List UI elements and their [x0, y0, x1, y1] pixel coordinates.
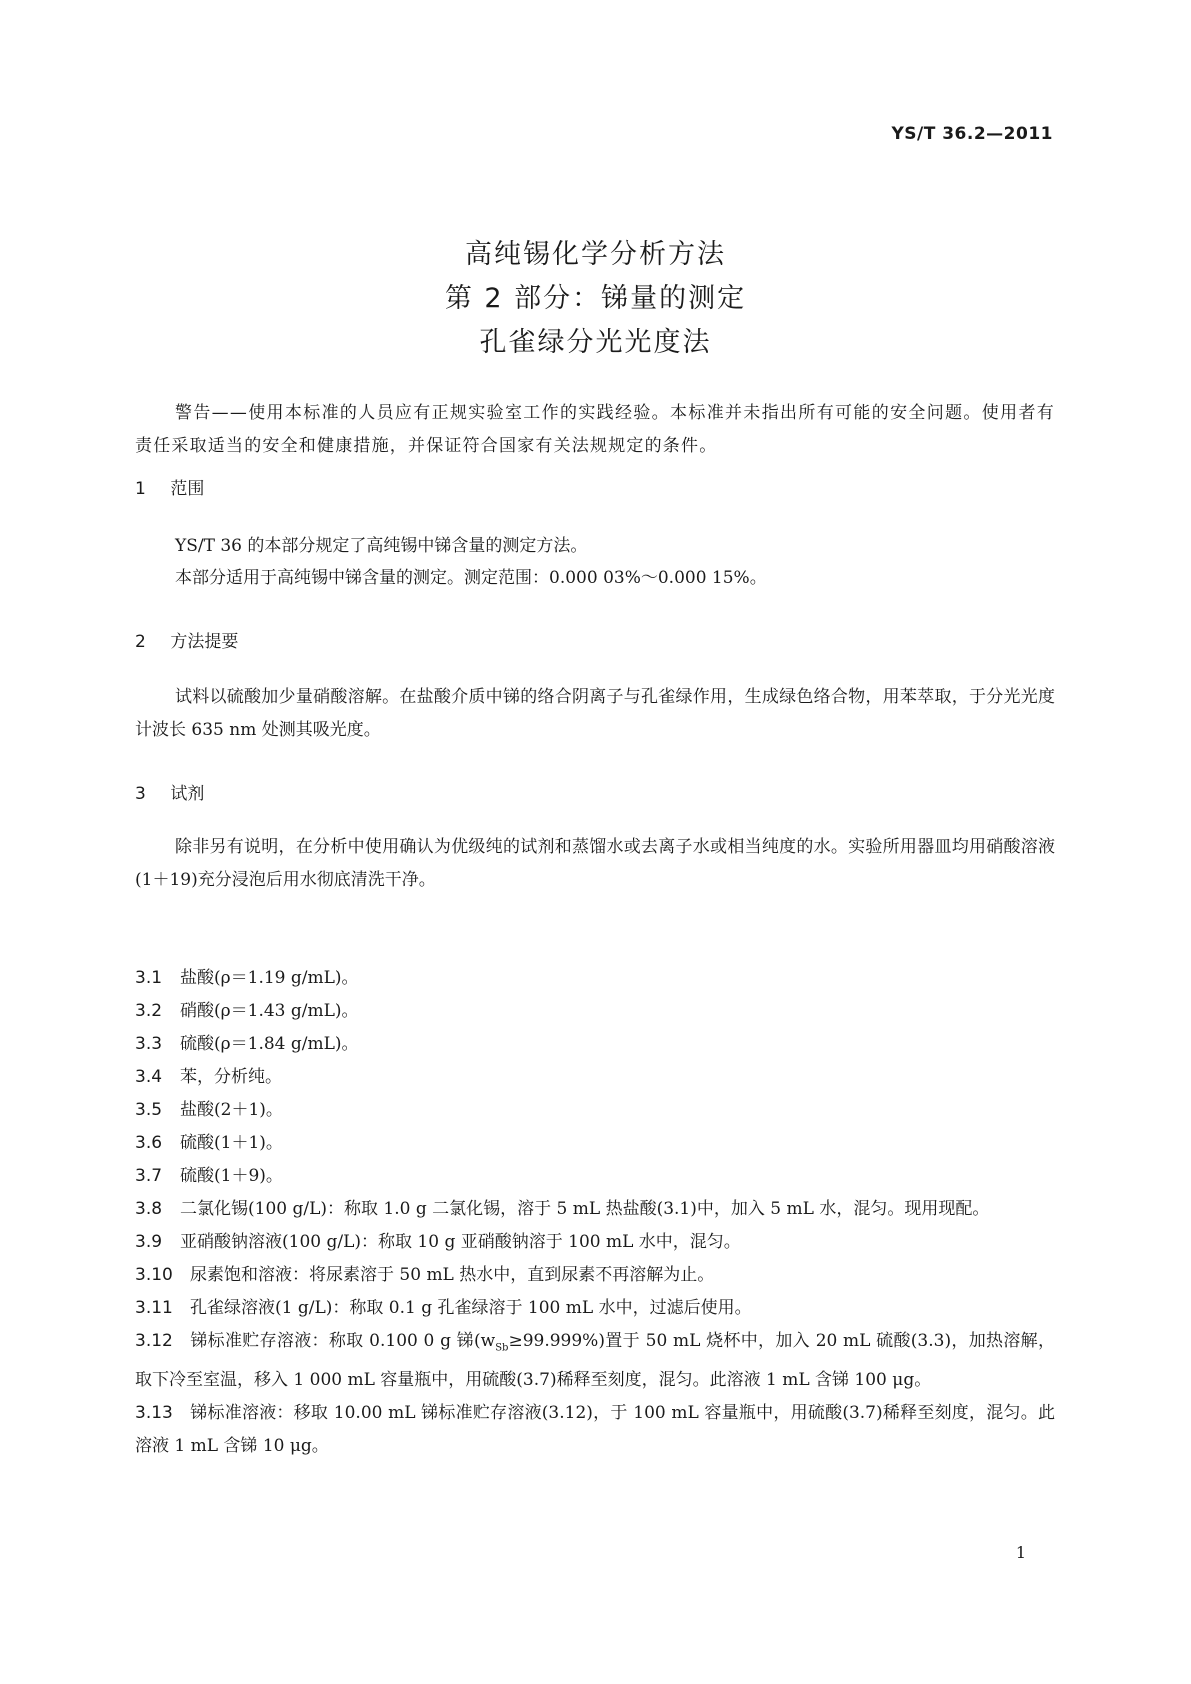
- reagents-intro: 除非另有说明，在分析中使用确认为优级纯的试剂和蒸馏水或去离子水或相当纯度的水。实验所用器皿均用硝酸溶液(1＋19)充分浸泡后用水彻底清洗干净。: [135, 837, 1055, 890]
- section-title: 范围: [170, 479, 205, 499]
- reagent-item-3-4: 3.4 苯，分析纯。: [135, 1067, 282, 1087]
- document-title: [0, 233, 1191, 365]
- reagent-item-3-6: 3.6 硫酸(1＋1)。: [135, 1133, 283, 1153]
- reagent-item-3-1: 3.1 盐酸(ρ＝1.19 g/mL)。: [135, 968, 359, 988]
- standard-code: YS/T 36.2—2011: [891, 124, 1053, 144]
- reagent-item-3-11: 3.11 孔雀绿溶液(1 g/L)：称取 0.1 g 孔雀绿溶于 100 mL 水中，过滤后使用。: [135, 1298, 752, 1318]
- reagent-item-3-13: 3.13 锑标准溶液：移取 10.00 mL 锑标准贮存溶液(3.12)，于 100 mL 容量瓶中，用硫酸(3.7)稀释至刻度，混匀。此溶液 1 mL 含锑 10 μg。: [135, 1403, 1055, 1457]
- title-line-2: 第 2 部分：锑量的测定: [444, 283, 747, 314]
- reagent-item-3-12: 3.12 锑标准贮存溶液：称取 0.100 0 g 锑$(w_{Sb}\ge 99.999\%)$置于 50 mL 烧杯中，加入 20 mL 硫酸(3.3)，加热溶解，取下冷至室温，移入 1 000 mL 容量瓶中，用硫酸(3.7)稀释至刻度，混匀。此溶液 1 mL 含锑 100 μg。: [135, 1331, 1055, 1391]
- principle-paragraph: 试料以硫酸加少量硝酸溶解。在盐酸介质中锑的络合阴离子与孔雀绿作用，生成绿色络合物，用苯萃取，于分光光度计波长 635 nm 处测其吸光度。: [135, 687, 1055, 740]
- section-heading-reagents: [135, 779, 204, 804]
- reagent-item-3-5: 3.5 盐酸(2＋1)。: [135, 1100, 283, 1120]
- reagent-item-3-7: 3.7 硫酸(1＋9)。: [135, 1166, 283, 1186]
- section-heading-principle: [135, 627, 238, 652]
- reagent-list: [135, 962, 1055, 1463]
- title-line-3: 孔雀绿分光光度法: [479, 327, 712, 358]
- page-number: 1: [1015, 1543, 1026, 1562]
- scope-paragraph-1: YS/T 36 的本部分规定了高纯锡中锑含量的测定方法。: [175, 536, 588, 556]
- section-title: 方法提要: [170, 632, 239, 652]
- section-number: 3: [135, 784, 146, 804]
- safety-warning: 警告——使用本标准的人员应有正规实验室工作的实践经验。本标准并未指出所有可能的安全问题。使用者有责任采取适当的安全和健康措施，并保证符合国家有关法规规定的条件。: [135, 403, 1055, 456]
- reagent-item-3-2: 3.2 硝酸(ρ＝1.43 g/mL)。: [135, 1001, 359, 1021]
- section-title: 试剂: [170, 784, 205, 804]
- section-number: 1: [135, 479, 146, 499]
- section-heading-scope: [135, 474, 204, 499]
- reagent-item-3-8: 3.8 二氯化锡(100 g/L)：称取 1.0 g 二氯化锡，溶于 5 mL 热盐酸(3.1)中，加入 5 mL 水，混匀。现用现配。: [135, 1199, 990, 1219]
- title-line-1: 高纯锡化学分析方法: [465, 239, 726, 270]
- subscript-sb: Sb: [495, 1342, 509, 1354]
- reagent-item-3-10: 3.10 尿素饱和溶液：将尿素溶于 50 mL 热水中，直到尿素不再溶解为止。: [135, 1265, 715, 1285]
- section-number: 2: [135, 632, 146, 652]
- reagent-item-3-9: 3.9 亚硝酸钠溶液(100 g/L)：称取 10 g 亚硝酸钠溶于 100 mL 水中，混匀。: [135, 1232, 741, 1252]
- scope-paragraph-2: 本部分适用于高纯锡中锑含量的测定。测定范围：0.000 03%～0.000 15%。: [175, 568, 767, 588]
- reagent-item-3-3: 3.3 硫酸(ρ＝1.84 g/mL)。: [135, 1034, 359, 1054]
